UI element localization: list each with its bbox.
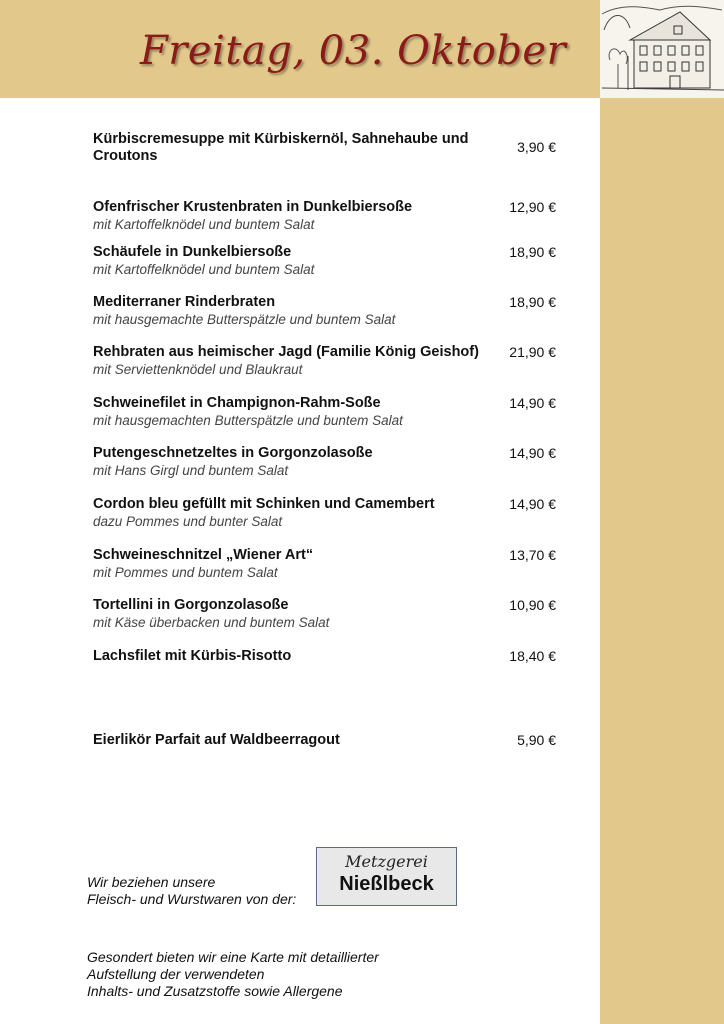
page-title: Freitag, 03. Oktober <box>140 28 567 74</box>
house-sketch-icon <box>600 0 724 98</box>
menu-item-description: mit Serviettenknödel und Blaukraut <box>93 362 303 377</box>
menu-item <box>93 294 560 328</box>
supplier-note-line: Wir beziehen unsere <box>87 874 216 890</box>
allergen-note-line: Inhalts- und Zusatzstoffe sowie Allergene <box>87 983 343 999</box>
menu-item-description: mit hausgemachte Butterspätzle und buntem Salat <box>93 312 396 327</box>
menu-item-price: 10,90 € <box>509 597 556 613</box>
menu-item <box>93 648 560 665</box>
side-band <box>600 98 724 1024</box>
menu-item-description: mit Kartoffelknödel und buntem Salat <box>93 262 315 277</box>
menu-item-price: 12,90 € <box>509 199 556 215</box>
supplier-note-line: Fleisch- und Wurstwaren von der: <box>87 891 297 907</box>
menu-item-name: Kürbiscremesuppe mit Kürbiskernöl, Sahnehaube und Croutons <box>93 131 469 164</box>
menu-item <box>93 496 560 530</box>
menu-item-price: 3,90 € <box>517 139 556 155</box>
menu-item <box>93 244 560 278</box>
menu-item-description: mit Pommes und buntem Salat <box>93 565 278 580</box>
menu-item-price: 21,90 € <box>509 344 556 360</box>
menu-item-price: 5,90 € <box>517 732 556 748</box>
menu-item-description: mit Käse überbacken und buntem Salat <box>93 615 330 630</box>
menu-item-dessert <box>93 732 560 749</box>
menu-item-price: 18,40 € <box>509 648 556 664</box>
menu-item-name: Ofenfrischer Krustenbraten in Dunkelbiersoße <box>93 199 413 215</box>
menu-item-price: 18,90 € <box>509 244 556 260</box>
menu-item-description: mit Kartoffelknödel und buntem Salat <box>93 217 315 232</box>
allergen-note <box>87 949 379 1000</box>
butcher-logo-name: Nießlbeck <box>339 873 434 895</box>
menu-item-description: mit Hans Girgl und buntem Salat <box>93 463 289 478</box>
menu-item-price: 18,90 € <box>509 294 556 310</box>
menu-item-name: Mediterraner Rinderbraten <box>93 294 276 310</box>
butcher-logo-subtitle: Metzgerei <box>345 852 428 871</box>
menu-item <box>93 597 560 631</box>
menu-item-description: dazu Pommes und bunter Salat <box>93 514 283 529</box>
menu-item-name: Lachsfilet mit Kürbis-Risotto <box>93 648 292 664</box>
supplier-note <box>87 874 296 908</box>
menu-item-name: Cordon bleu gefüllt mit Schinken und Camembert <box>93 496 435 512</box>
menu-item <box>93 547 560 581</box>
menu-item-name: Tortellini in Gorgonzolasoße <box>93 597 289 613</box>
menu-item-name: Putengeschnetzeltes in Gorgonzolasoße <box>93 445 373 461</box>
menu-item-name: Schäufele in Dunkelbiersoße <box>93 244 292 260</box>
menu-item-name: Rehbraten aus heimischer Jagd (Familie König Geishof) <box>93 344 479 360</box>
menu-item-price: 14,90 € <box>509 395 556 411</box>
menu-item-description: mit hausgemachten Butterspätzle und buntem Salat <box>93 413 403 428</box>
menu-item-name: Eierlikör Parfait auf Waldbeerragout <box>93 732 340 748</box>
allergen-note-line: Gesondert bieten wir eine Karte mit detaillierter <box>87 949 379 965</box>
menu-item <box>93 445 560 479</box>
menu-item <box>93 395 560 429</box>
menu-item <box>93 344 560 378</box>
allergen-note-line: Aufstellung der verwendeten <box>87 966 265 982</box>
inn-sketch-image <box>600 0 724 98</box>
butcher-logo-box <box>316 847 457 906</box>
menu-item-name: Schweinefilet in Champignon-Rahm-Soße <box>93 395 381 411</box>
menu-item <box>93 131 560 165</box>
menu-item-name: Schweineschnitzel „Wiener Art“ <box>93 547 314 563</box>
menu-item <box>93 199 560 233</box>
menu-item-price: 14,90 € <box>509 445 556 461</box>
menu-item-price: 14,90 € <box>509 496 556 512</box>
menu-item-price: 13,70 € <box>509 547 556 563</box>
